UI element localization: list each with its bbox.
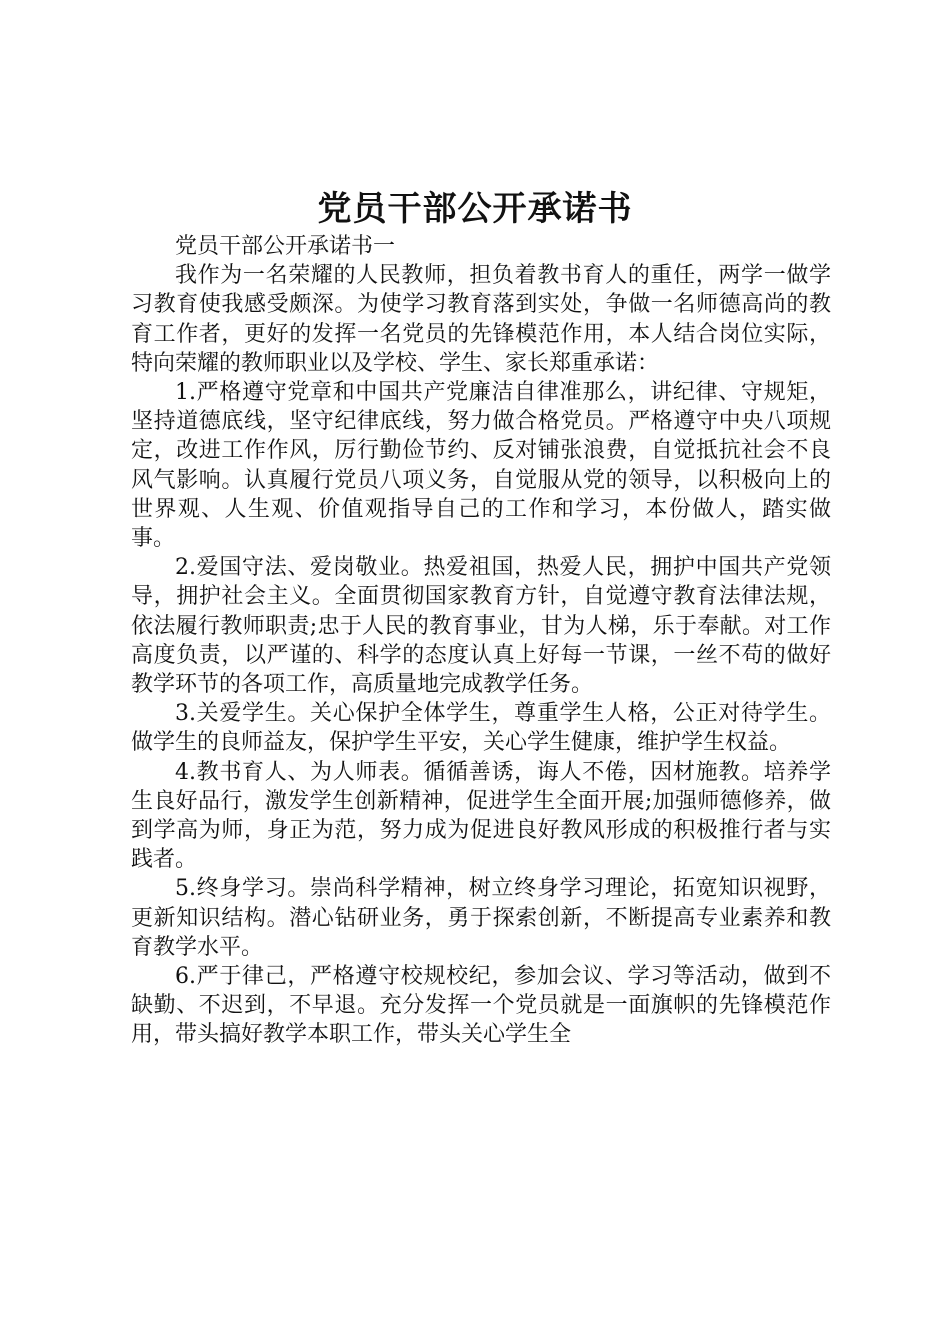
document-body bbox=[131, 232, 831, 1050]
commitment-item-5: 5.终身学习。崇尚科学精神，树立终身学习理论，拓宽知识视野，更新知识结构。潜心钻研业务，勇于探索创新，不断提高专业素养和教育教学水平。 bbox=[131, 876, 831, 960]
commitment-item-2: 2.爱国守法、爱岗敬业。热爱祖国，热爱人民，拥护中国共产党领导，拥护社会主义。全面贯彻国家教育方针，自觉遵守教育法律法规，依法履行教师职责;忠于人民的教育事业，甘为人梯，乐于奉献。对工作高度负责，以严谨的、科学的态度认真上好每一节课，一丝不苟的做好教学环节的各项工作，高质量地完成教学任务。 bbox=[131, 555, 831, 698]
commitment-item-3: 3.关爱学生。关心保护全体学生，尊重学生人格，公正对待学生。做学生的良师益友，保护学生平安，关心学生健康，维护学生权益。 bbox=[131, 701, 831, 756]
commitment-item-6: 6.严于律己，严格遵守校规校纪，参加会议、学习等活动，做到不缺勤、不迟到，不早退。充分发挥一个党员就是一面旗帜的先锋模范作用，带头搞好教学本职工作，带头关心学生全 bbox=[131, 964, 831, 1048]
intro-paragraph: 我作为一名荣耀的人民教师，担负着教书育人的重任，两学一做学习教育使我感受颇深。为使学习教育落到实处，争做一名师德高尚的教育工作者，更好的发挥一名党员的先锋模范作用，本人结合岗位实际，特向荣耀的教师职业以及学校、学生、家长郑重承诺： bbox=[131, 263, 831, 376]
commitment-item-1: 1.严格遵守党章和中国共产党廉洁自律准那么，讲纪律、守规矩，坚持道德底线，坚守纪律底线，努力做合格党员。严格遵守中央八项规定，改进工作作风，厉行勤俭节约、反对铺张浪费，自觉抵抗社会不良风气影响。认真履行党员八项义务，自觉服从党的领导，以积极向上的世界观、人生观、价值观指导自己的工作和学习，本份做人，踏实做事。 bbox=[131, 380, 831, 552]
subtitle-paragraph: 党员干部公开承诺书一 bbox=[175, 234, 396, 259]
commitment-item-4: 4.教书育人、为人师表。循循善诱，诲人不倦，因材施教。培养学生良好品行，激发学生创新精神，促进学生全面开展;加强师德修养，做到学高为师，身正为范，努力成为促进良好教风形成的积极推行者与实践者。 bbox=[131, 759, 831, 873]
document-title: 党员干部公开承诺书 bbox=[317, 189, 633, 229]
